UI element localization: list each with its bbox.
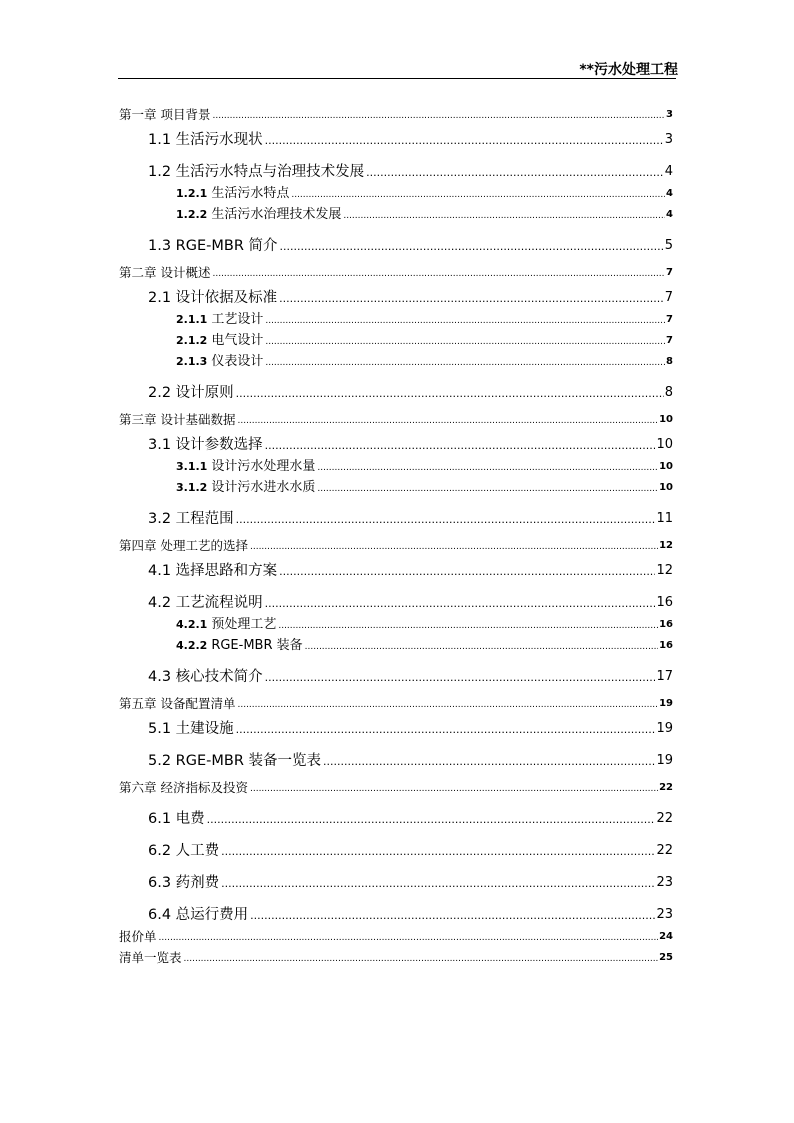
toc-entry[interactable] (119, 348, 673, 369)
toc-leader-dots (250, 541, 658, 553)
toc-entry[interactable] (119, 495, 673, 527)
toc-page-number: 19 (656, 753, 673, 768)
toc-page-number: 19 (659, 698, 673, 709)
toc-entry-label: 第二章 设计概述 (119, 265, 211, 280)
toc-entry-label: 4.1 选择思路和方案 (148, 563, 278, 579)
toc-page-number: 22 (656, 843, 673, 858)
toc-entry[interactable] (119, 122, 673, 148)
toc-entry[interactable] (119, 401, 673, 427)
toc-entry-text: 生活污水特点 (211, 186, 290, 201)
toc-page-number: 22 (656, 811, 673, 826)
toc-leader-dots (265, 134, 664, 148)
toc-entry[interactable] (119, 306, 673, 327)
toc-entry[interactable] (119, 180, 673, 201)
toc-page-number: 4 (664, 164, 673, 179)
toc-entry[interactable] (119, 96, 673, 122)
toc-entry[interactable] (119, 944, 673, 965)
toc-entry-label: 3.2 工程范围 (148, 511, 234, 527)
toc-entry-label: 6.2 人工费 (148, 843, 220, 859)
toc-entry[interactable] (119, 795, 673, 827)
toc-page-number: 24 (659, 931, 673, 942)
toc-leader-dots (207, 813, 656, 827)
toc-entry-label (176, 459, 316, 474)
toc-leader-dots (265, 439, 656, 453)
toc-leader-dots (221, 877, 655, 891)
toc-entry[interactable] (119, 427, 673, 453)
header-rule (118, 78, 676, 79)
toc-page-number: 4 (666, 209, 673, 220)
toc-page-number: 7 (666, 335, 673, 346)
toc-page-number: 11 (656, 511, 673, 526)
toc-entry-label: 4.3 核心技术简介 (148, 669, 263, 685)
toc-entry-label: 6.1 电费 (148, 811, 205, 827)
toc-leader-dots (305, 641, 658, 653)
toc-entry[interactable] (119, 769, 673, 795)
toc-entry-label (176, 617, 277, 632)
toc-leader-dots (212, 268, 665, 280)
toc-entry[interactable] (119, 611, 673, 632)
toc-leader-dots (236, 387, 664, 401)
toc-entry-label: 第五章 设备配置清单 (119, 696, 236, 711)
toc-page-number: 19 (656, 721, 673, 736)
toc-entry-label (176, 333, 264, 348)
toc-entry[interactable] (119, 859, 673, 891)
toc-entry[interactable] (119, 327, 673, 348)
toc-entry[interactable] (119, 891, 673, 923)
toc-entry-label (176, 312, 264, 327)
toc-entry-number: 2.1.3 (176, 355, 208, 368)
toc-page-number: 16 (656, 595, 673, 610)
toc-page-number: 7 (666, 314, 673, 325)
toc-entry-text: RGE-MBR 装备 (211, 638, 303, 653)
toc-entry[interactable] (119, 369, 673, 401)
toc-page-number: 5 (664, 238, 673, 253)
toc-page-number: 10 (659, 414, 673, 425)
toc-leader-dots (317, 483, 658, 495)
toc-entry[interactable] (119, 280, 673, 306)
toc-entry-label: 第六章 经济指标及投资 (119, 780, 248, 795)
toc-leader-dots (265, 597, 656, 611)
toc-entry-number: 4.2.1 (176, 618, 208, 631)
toc-page-number: 12 (656, 563, 673, 578)
toc-leader-dots (291, 189, 665, 201)
toc-leader-dots (237, 415, 658, 427)
toc-entry[interactable] (119, 527, 673, 553)
toc-entry-label: 第四章 处理工艺的选择 (119, 538, 248, 553)
toc-entry-text: 生活污水治理技术发展 (211, 207, 342, 222)
toc-page-number: 7 (664, 290, 673, 305)
table-of-contents (119, 96, 673, 965)
toc-entry[interactable] (119, 632, 673, 653)
toc-leader-dots (366, 166, 664, 180)
toc-page-number: 25 (659, 952, 673, 963)
toc-page-number: 3 (664, 132, 673, 147)
toc-entry-text: 预处理工艺 (211, 617, 277, 632)
toc-entry[interactable] (119, 923, 673, 944)
toc-entry-label (176, 207, 342, 222)
toc-entry-number: 2.1.1 (176, 313, 208, 326)
toc-leader-dots (265, 671, 656, 685)
toc-page-number: 4 (666, 188, 673, 199)
toc-entry-number: 2.1.2 (176, 334, 208, 347)
toc-page-number: 7 (666, 267, 673, 278)
toc-entry-text: 电气设计 (211, 333, 264, 348)
toc-entry[interactable] (119, 553, 673, 579)
toc-leader-dots (343, 210, 665, 222)
toc-entry-number: 3.1.1 (176, 460, 208, 473)
toc-entry-label: 报价单 (119, 929, 157, 944)
toc-entry-label: 2.1 设计依据及标准 (148, 290, 278, 306)
toc-page-number: 22 (659, 782, 673, 793)
toc-entry-label (176, 638, 304, 653)
toc-page-number: 8 (664, 385, 673, 400)
toc-leader-dots (279, 292, 664, 306)
toc-entry-text: 仪表设计 (211, 354, 264, 369)
toc-leader-dots (236, 513, 656, 527)
toc-leader-dots (250, 909, 655, 923)
toc-entry-label: 1.2 生活污水特点与治理技术发展 (148, 164, 365, 180)
toc-entry-number: 1.2.2 (176, 208, 208, 221)
toc-entry-text: 工艺设计 (211, 312, 264, 327)
toc-entry-label: 6.4 总运行费用 (148, 907, 249, 923)
toc-entry[interactable] (119, 474, 673, 495)
toc-leader-dots (250, 783, 658, 795)
toc-leader-dots (279, 565, 655, 579)
toc-entry-number: 4.2.2 (176, 639, 208, 652)
toc-page-number: 10 (656, 437, 673, 452)
toc-leader-dots (265, 336, 665, 348)
toc-entry-text: 设计污水进水水质 (211, 480, 316, 495)
toc-entry-label (176, 186, 290, 201)
toc-page-number: 8 (666, 356, 673, 367)
toc-entry-label: 2.2 设计原则 (148, 385, 234, 401)
toc-entry[interactable] (119, 653, 673, 685)
toc-leader-dots (159, 932, 659, 944)
toc-entry-label: 第一章 项目背景 (119, 107, 211, 122)
toc-leader-dots (265, 357, 665, 369)
toc-leader-dots (265, 315, 665, 327)
toc-entry[interactable] (119, 827, 673, 859)
toc-entry-number: 1.2.1 (176, 187, 208, 200)
toc-page-number: 12 (659, 540, 673, 551)
toc-entry-text: 设计污水处理水量 (211, 459, 316, 474)
toc-entry-label: 1.3 RGE-MBR 简介 (148, 238, 278, 254)
toc-page-number: 10 (659, 461, 673, 472)
toc-entry-label: 第三章 设计基础数据 (119, 412, 236, 427)
toc-entry-label (176, 480, 316, 495)
header-title: **污水处理工程 (579, 62, 678, 78)
toc-page-number: 23 (656, 875, 673, 890)
toc-page-number: 16 (659, 640, 673, 651)
toc-leader-dots (237, 699, 658, 711)
toc-entry[interactable] (119, 579, 673, 611)
toc-entry-number: 3.1.2 (176, 481, 208, 494)
toc-entry-label: 5.2 RGE-MBR 装备一览表 (148, 753, 322, 769)
toc-entry-label: 1.1 生活污水现状 (148, 132, 263, 148)
toc-leader-dots (212, 110, 665, 122)
toc-entry[interactable] (119, 222, 673, 254)
toc-entry-label: 6.3 药剂费 (148, 875, 220, 891)
toc-entry[interactable] (119, 685, 673, 711)
toc-leader-dots (184, 953, 659, 965)
toc-leader-dots (280, 240, 664, 254)
toc-page-number: 23 (656, 907, 673, 922)
toc-leader-dots (323, 755, 655, 769)
toc-leader-dots (317, 462, 658, 474)
toc-leader-dots (221, 845, 655, 859)
toc-leader-dots (236, 723, 656, 737)
toc-entry-label: 5.1 土建设施 (148, 721, 234, 737)
toc-entry[interactable] (119, 201, 673, 222)
toc-entry-label (176, 354, 264, 369)
toc-page-number: 10 (659, 482, 673, 493)
toc-entry[interactable] (119, 737, 673, 769)
toc-page-number: 3 (666, 109, 673, 120)
toc-entry[interactable] (119, 148, 673, 180)
toc-leader-dots (278, 620, 658, 632)
toc-page-number: 16 (659, 619, 673, 630)
toc-page-number: 17 (656, 669, 673, 684)
toc-entry[interactable] (119, 254, 673, 280)
toc-entry-label: 4.2 工艺流程说明 (148, 595, 263, 611)
toc-entry-label: 清单一览表 (119, 950, 182, 965)
toc-entry-label: 3.1 设计参数选择 (148, 437, 263, 453)
toc-entry[interactable] (119, 711, 673, 737)
toc-entry[interactable] (119, 453, 673, 474)
